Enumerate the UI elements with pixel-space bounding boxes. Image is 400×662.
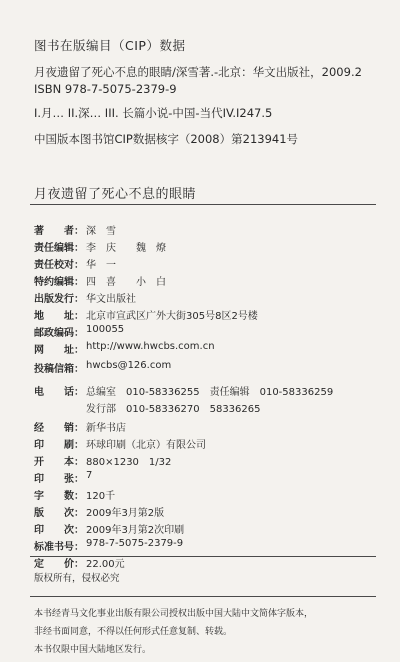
detail-row [34, 487, 115, 502]
detail-row [34, 538, 183, 553]
detail-value: http://www.hwcbs.com.cn [86, 341, 215, 352]
detail-value: 发行部 010-58336270 58336265 [86, 404, 261, 415]
detail-row [34, 256, 116, 271]
detail-label: 特约编辑： [34, 277, 84, 288]
detail-row [34, 290, 136, 305]
detail-value: 华 一 [86, 260, 116, 271]
detail-label: 字 数： [34, 491, 84, 502]
detail-label: 定 价： [34, 559, 84, 570]
detail-row [34, 555, 125, 570]
detail-value: 880×1230 1/32 [86, 457, 172, 468]
detail-row [34, 307, 258, 322]
detail-row [34, 521, 184, 536]
cip-classification-line: I.月… II.深… III. 长篇小说-中国-当代IV.I247.5 [34, 106, 273, 120]
detail-value: 李 庆 魏 燎 [86, 243, 166, 254]
detail-value: 2009年3月第2次印刷 [86, 525, 185, 536]
cip-isbn-line: ISBN 978-7-5075-2379-9 [34, 82, 177, 96]
detail-value: 新华书店 [86, 423, 126, 434]
detail-value: 总编室 010-58336255 责任编辑 010-58336259 [86, 387, 334, 398]
detail-label [34, 400, 86, 415]
detail-label: 开 本： [34, 457, 84, 468]
divider-lower [30, 596, 376, 597]
detail-label: 出版发行： [34, 294, 84, 305]
divider-top [30, 204, 376, 205]
divider-middle [30, 556, 376, 557]
detail-label: 邮政编码： [34, 328, 84, 339]
detail-row [34, 341, 215, 356]
detail-label: 著 者： [34, 226, 84, 237]
detail-label: 标准书号： [34, 542, 84, 553]
detail-value: 978-7-5075-2379-9 [86, 538, 184, 549]
license-note-line: 本书经青马文化事业出版有限公司授权出版中国大陆中文简体字版本， [34, 609, 314, 619]
detail-value: 7 [86, 470, 93, 481]
detail-value: 北京市宣武区广外大街305号8区2号楼 [86, 311, 258, 322]
detail-label: 版 次： [34, 508, 84, 519]
detail-row [34, 419, 126, 434]
detail-row [34, 360, 171, 375]
detail-value: 100055 [86, 324, 125, 335]
cip-record-line: 月夜遗留了死心不息的眼睛/深雪著.-北京：华文出版社，2009.2 [34, 65, 362, 79]
detail-label: 网 址： [34, 345, 84, 356]
book-title: 月夜遗留了死心不息的眼睛 [34, 187, 197, 202]
rights-notice: 版权所有，侵权必究 [34, 573, 120, 584]
detail-value: 2009年3月第2版 [86, 508, 165, 519]
detail-row [34, 324, 124, 339]
detail-label: 地 址： [34, 311, 84, 322]
detail-label: 印 张： [34, 474, 84, 485]
detail-row [34, 239, 166, 254]
license-note-line: 非经书面同意，不得以任何形式任意复制、转载。 [34, 627, 233, 637]
detail-value: 环球印刷（北京）有限公司 [86, 440, 206, 451]
detail-row [34, 470, 92, 485]
detail-row [34, 273, 166, 288]
detail-row [34, 400, 261, 415]
cip-number-line: 中国版本图书馆CIP数据核字（2008）第213941号 [34, 132, 299, 146]
detail-row [34, 504, 164, 519]
detail-value: 华文出版社 [86, 294, 136, 305]
detail-label: 电 话： [34, 387, 84, 398]
detail-label: 印 刷： [34, 440, 84, 451]
detail-value: 120千 [86, 491, 116, 502]
detail-label: 印 次： [34, 525, 84, 536]
detail-value: hwcbs@126.com [86, 360, 172, 371]
detail-row [34, 383, 333, 398]
detail-label: 责任校对： [34, 260, 84, 271]
detail-value: 22.00元 [86, 559, 125, 570]
detail-label: 责任编辑： [34, 243, 84, 254]
detail-row [34, 436, 206, 451]
detail-value: 深 雪 [86, 226, 116, 237]
license-note-line: 本书仅限中国大陆地区发行。 [34, 645, 152, 655]
detail-label: 投稿信箱： [34, 364, 84, 375]
detail-row [34, 222, 116, 237]
detail-row [34, 453, 171, 468]
detail-label: 经 销： [34, 423, 84, 434]
detail-value: 四 喜 小 白 [86, 277, 166, 288]
cip-heading: 图书在版编目（CIP）数据 [34, 38, 186, 53]
